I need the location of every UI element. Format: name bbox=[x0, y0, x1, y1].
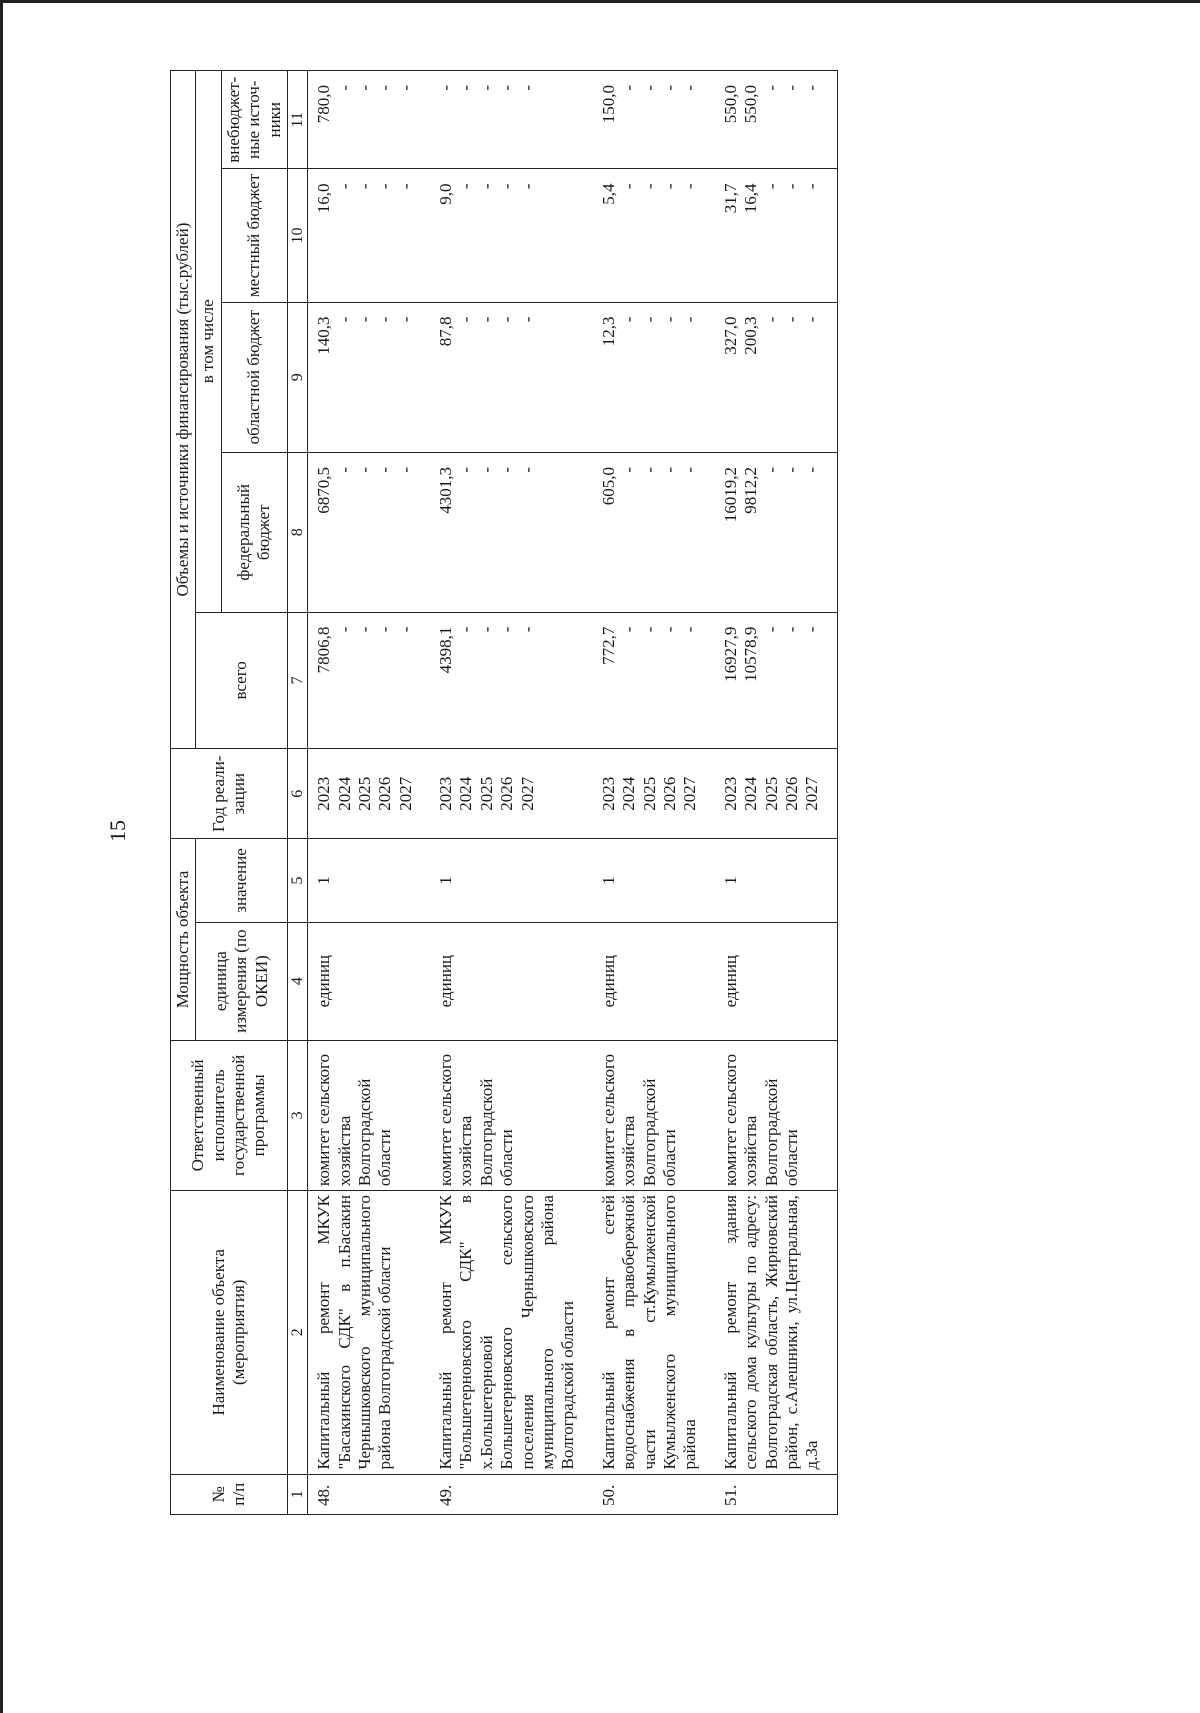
header-extra: внебюджет-ные источ-ники bbox=[221, 71, 287, 170]
year-value: 2026 bbox=[781, 776, 801, 811]
col-number: 4 bbox=[287, 922, 307, 1040]
amount-value: - bbox=[395, 85, 415, 91]
responsible-executor: комитет сельского хозяйства Волгоградской области bbox=[308, 1040, 430, 1190]
amount-value: - bbox=[660, 466, 679, 473]
year-value: 2027 bbox=[517, 776, 537, 811]
extra-amounts bbox=[430, 71, 593, 170]
amount-value: - bbox=[680, 316, 700, 323]
amount-value: - bbox=[476, 183, 496, 190]
amount-value: - bbox=[476, 316, 496, 323]
col-number: 8 bbox=[287, 452, 307, 612]
amount-value: - bbox=[802, 466, 822, 473]
col-number: 9 bbox=[287, 302, 307, 452]
federal-amounts bbox=[593, 452, 715, 612]
amount-value: 10578,9 bbox=[741, 626, 761, 682]
amount-value: - bbox=[761, 316, 781, 323]
year-value: 2025 bbox=[761, 776, 781, 811]
year-value: 2027 bbox=[680, 776, 700, 811]
amount-value: 5,4 bbox=[598, 183, 618, 205]
amount-value: 16,0 bbox=[314, 183, 334, 214]
amount-value: - bbox=[680, 466, 700, 473]
amount-value: - bbox=[619, 85, 639, 91]
federal-amounts bbox=[715, 452, 837, 612]
unit-of-measure: единиц bbox=[308, 922, 430, 1040]
table-row bbox=[593, 71, 715, 1515]
amount-value: - bbox=[354, 85, 374, 91]
capacity-value: 1 bbox=[430, 839, 593, 922]
amount-value: - bbox=[354, 466, 374, 473]
amount-value: - bbox=[354, 626, 374, 633]
amount-value: - bbox=[497, 466, 517, 473]
scan-edge-left bbox=[0, 0, 3, 1713]
unit-of-measure: единиц bbox=[430, 922, 593, 1040]
header-capacity: Мощность объекта bbox=[171, 839, 196, 1040]
amount-value: 16927,9 bbox=[720, 626, 740, 682]
year-list bbox=[308, 749, 430, 839]
extra-amounts bbox=[715, 71, 837, 170]
col-number: 1 bbox=[287, 1474, 307, 1514]
table-body bbox=[308, 71, 838, 1515]
amount-value: - bbox=[497, 183, 517, 190]
amount-value: - bbox=[497, 316, 517, 323]
year-value: 2024 bbox=[741, 776, 761, 811]
amount-value: - bbox=[517, 626, 537, 633]
amount-value: - bbox=[395, 466, 415, 473]
amount-value: - bbox=[639, 316, 659, 323]
object-name: Капитальный ремонт МКУК "Басакинского СДК" в п.Басакин Чернышковского муниципального района Волгоградской области bbox=[308, 1191, 430, 1474]
extra-amounts bbox=[308, 71, 430, 170]
year-value: 2025 bbox=[639, 776, 659, 811]
row-number: 48. bbox=[308, 1474, 430, 1514]
amount-value: - bbox=[497, 626, 517, 633]
amount-value: - bbox=[802, 316, 822, 323]
amount-value: 780,0 bbox=[314, 85, 334, 124]
year-value: 2024 bbox=[456, 776, 476, 811]
amount-value: 16019,2 bbox=[720, 466, 740, 523]
amount-value: 605,0 bbox=[598, 466, 618, 506]
amount-value: - bbox=[639, 85, 659, 91]
year-value: 2024 bbox=[619, 776, 639, 811]
year-list bbox=[715, 749, 837, 839]
table-row bbox=[430, 71, 593, 1515]
amount-value: - bbox=[476, 466, 496, 473]
amount-value: - bbox=[375, 183, 395, 190]
amount-value: - bbox=[497, 85, 517, 91]
regional-amounts bbox=[430, 302, 593, 452]
amount-value: 31,7 bbox=[720, 183, 740, 214]
local-amounts bbox=[430, 169, 593, 302]
amount-value: - bbox=[660, 183, 679, 190]
total-amounts bbox=[593, 612, 715, 749]
amount-value: - bbox=[517, 183, 537, 190]
amount-value: 200,3 bbox=[741, 316, 761, 355]
col-number: 3 bbox=[287, 1040, 307, 1190]
amount-value: - bbox=[517, 85, 537, 91]
amount-value: - bbox=[660, 316, 679, 323]
amount-value: - bbox=[761, 466, 781, 473]
amount-value: - bbox=[456, 466, 476, 473]
amount-value: - bbox=[781, 316, 801, 323]
amount-value: - bbox=[354, 183, 374, 190]
row-number: 49. bbox=[430, 1474, 593, 1514]
amount-value: - bbox=[395, 626, 415, 633]
amount-value: - bbox=[517, 316, 537, 323]
amount-value: 87,8 bbox=[436, 316, 456, 347]
local-amounts bbox=[715, 169, 837, 302]
col-number: 5 bbox=[287, 839, 307, 922]
amount-value: - bbox=[456, 316, 476, 323]
scan-edge-top bbox=[0, 0, 1200, 3]
amount-value: - bbox=[660, 85, 679, 91]
col-number: 2 bbox=[287, 1191, 307, 1474]
year-value: 2027 bbox=[802, 776, 822, 811]
amount-value: - bbox=[375, 316, 395, 323]
page-number: 15 bbox=[105, 820, 130, 842]
col-number: 11 bbox=[287, 71, 307, 170]
row-number: 50. bbox=[593, 1474, 715, 1514]
regional-amounts bbox=[593, 302, 715, 452]
amount-value: 4398,1 bbox=[436, 626, 456, 674]
amount-value: 150,0 bbox=[598, 85, 618, 124]
amount-value: - bbox=[619, 316, 639, 323]
amount-value: - bbox=[680, 626, 700, 633]
amount-value: - bbox=[456, 183, 476, 190]
header-unit: единица измерения (по ОКЕИ) bbox=[196, 922, 288, 1040]
header-including: в том числе bbox=[196, 71, 221, 613]
object-name: Капитальный ремонт МКУК "Большетерновского СДК" в х.Большетерновой Большетерновского сельского поселения Чернышковского муниципального района Волгоградской области bbox=[430, 1191, 593, 1474]
header-year: Год реали-зации bbox=[171, 749, 288, 839]
capacity-value: 1 bbox=[593, 839, 715, 922]
table-row bbox=[308, 71, 430, 1515]
local-amounts bbox=[593, 169, 715, 302]
amount-value: 772,7 bbox=[598, 626, 618, 665]
amount-value: - bbox=[639, 466, 659, 473]
amount-value: 4301,3 bbox=[436, 466, 456, 514]
amount-value: - bbox=[395, 183, 415, 190]
year-value: 2027 bbox=[395, 776, 415, 811]
amount-value: - bbox=[660, 626, 679, 633]
capacity-value: 1 bbox=[308, 839, 430, 922]
table-row bbox=[715, 71, 837, 1515]
responsible-executor: комитет сельского хозяйства Волгоградской области bbox=[715, 1040, 837, 1190]
amount-value: - bbox=[456, 626, 476, 633]
amount-value: - bbox=[619, 626, 639, 633]
header-regional: областной бюджет bbox=[221, 302, 287, 452]
header-value: значение bbox=[196, 839, 288, 922]
unit-of-measure: единиц bbox=[715, 922, 837, 1040]
amount-value: - bbox=[802, 183, 822, 190]
regional-amounts bbox=[715, 302, 837, 452]
amount-value: - bbox=[436, 85, 456, 91]
amount-value: 12,3 bbox=[598, 316, 618, 347]
amount-value: 140,3 bbox=[314, 316, 334, 355]
responsible-executor: комитет сельского хозяйства Волгоградской области bbox=[593, 1040, 715, 1190]
amount-value: - bbox=[395, 316, 415, 323]
year-value: 2025 bbox=[476, 776, 496, 811]
amount-value: 9,0 bbox=[436, 183, 456, 205]
amount-value: 327,0 bbox=[720, 316, 740, 355]
amount-value: - bbox=[619, 466, 639, 473]
amount-value: - bbox=[619, 183, 639, 190]
year-list bbox=[430, 749, 593, 839]
amount-value: - bbox=[761, 626, 781, 633]
amount-value: - bbox=[476, 626, 496, 633]
year-value: 2023 bbox=[436, 776, 456, 811]
year-value: 2026 bbox=[375, 776, 395, 811]
header-total: всего bbox=[196, 612, 288, 749]
amount-value: - bbox=[456, 85, 476, 91]
funding-table bbox=[170, 70, 838, 1515]
amount-value: - bbox=[680, 85, 700, 91]
amount-value: - bbox=[761, 85, 781, 91]
column-number-row bbox=[287, 71, 307, 1515]
header-local: местный бюджет bbox=[221, 169, 287, 302]
header-no: № п/п bbox=[171, 1474, 288, 1514]
amount-value: - bbox=[680, 183, 700, 190]
col-number: 6 bbox=[287, 749, 307, 839]
col-number: 7 bbox=[287, 612, 307, 749]
regional-amounts bbox=[308, 302, 430, 452]
amount-value: 6870,5 bbox=[314, 466, 334, 514]
amount-value: - bbox=[781, 626, 801, 633]
year-value: 2023 bbox=[314, 776, 334, 811]
amount-value: 550,0 bbox=[741, 85, 761, 124]
year-value: 2023 bbox=[598, 776, 618, 811]
amount-value: 550,0 bbox=[720, 85, 740, 124]
amount-value: - bbox=[802, 85, 822, 91]
responsible-executor: комитет сельского хозяйства Волгоградской области bbox=[430, 1040, 593, 1190]
amount-value: - bbox=[334, 316, 354, 323]
amount-value: - bbox=[334, 466, 354, 473]
header-funding: Объемы и источники финансирования (тыс.рублей) bbox=[171, 71, 196, 749]
amount-value: - bbox=[781, 183, 801, 190]
total-amounts bbox=[308, 612, 430, 749]
amount-value: - bbox=[761, 183, 781, 190]
amount-value: - bbox=[354, 316, 374, 323]
amount-value: - bbox=[334, 85, 354, 91]
amount-value: - bbox=[781, 85, 801, 91]
object-name: Капитальный ремонт сетей водоснабжения в правобережной части ст.Кумылженской Кумылженского муниципального района bbox=[593, 1191, 715, 1474]
col-number: 10 bbox=[287, 169, 307, 302]
year-value: 2025 bbox=[354, 776, 374, 811]
amount-value: - bbox=[802, 626, 822, 633]
object-name: Капитальный ремонт здания сельского дома культуры по адресу: Волгоградская область, Жирновский район, с.Алешники, ул.Центральная, д.3а bbox=[715, 1191, 837, 1474]
capacity-value: 1 bbox=[715, 839, 837, 922]
year-value: 2026 bbox=[660, 776, 679, 811]
year-value: 2026 bbox=[497, 776, 517, 811]
local-amounts bbox=[308, 169, 430, 302]
header-federal: федеральный бюджет bbox=[221, 452, 287, 612]
year-value: 2023 bbox=[720, 776, 740, 811]
rotated-table-container bbox=[170, 70, 990, 1515]
total-amounts bbox=[430, 612, 593, 749]
unit-of-measure: единиц bbox=[593, 922, 715, 1040]
amount-value: - bbox=[639, 626, 659, 633]
amount-value: - bbox=[334, 183, 354, 190]
amount-value: - bbox=[639, 183, 659, 190]
federal-amounts bbox=[308, 452, 430, 612]
amount-value: - bbox=[781, 466, 801, 473]
amount-value: 16,4 bbox=[741, 183, 761, 214]
amount-value: 7806,8 bbox=[314, 626, 334, 674]
extra-amounts bbox=[593, 71, 715, 170]
total-amounts bbox=[715, 612, 837, 749]
amount-value: - bbox=[476, 85, 496, 91]
year-list bbox=[593, 749, 715, 839]
amount-value: - bbox=[375, 626, 395, 633]
amount-value: - bbox=[375, 466, 395, 473]
amount-value: - bbox=[334, 626, 354, 633]
row-number: 51. bbox=[715, 1474, 837, 1514]
amount-value: - bbox=[517, 466, 537, 473]
amount-value: - bbox=[375, 85, 395, 91]
year-value: 2024 bbox=[334, 776, 354, 811]
header-name: Наименование объекта (мероприятия) bbox=[171, 1191, 288, 1474]
amount-value: 9812,2 bbox=[741, 466, 761, 514]
header-responsible: Ответственный исполнитель государственной программы bbox=[171, 1040, 288, 1190]
federal-amounts bbox=[430, 452, 593, 612]
